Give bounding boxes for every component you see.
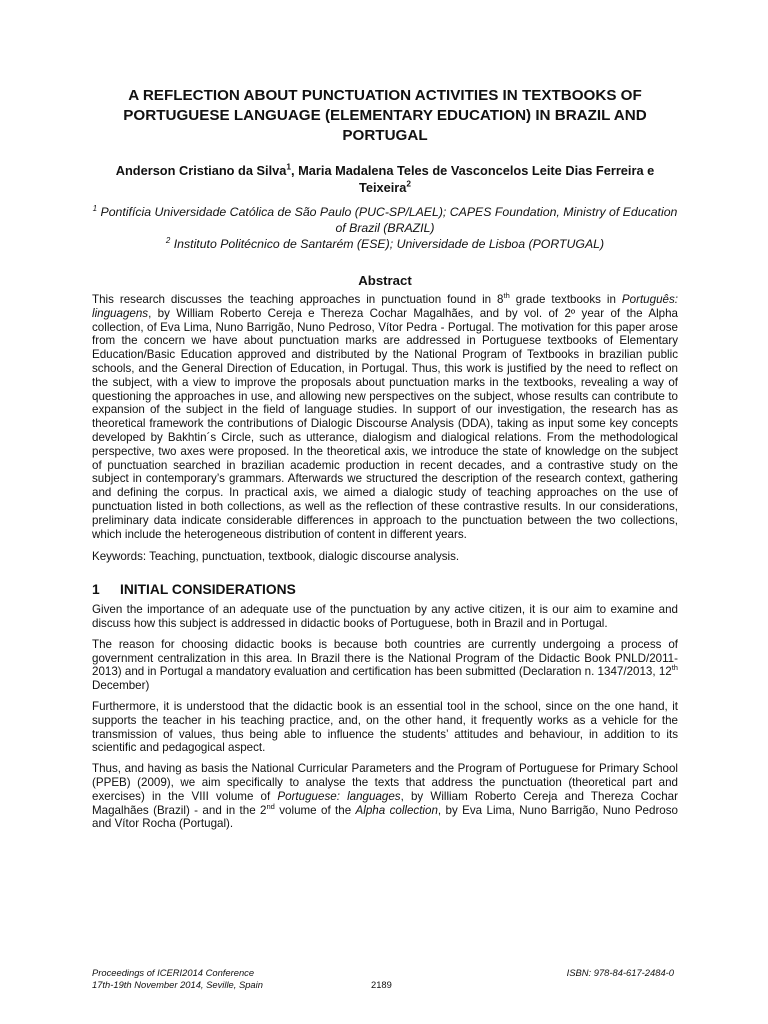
paragraph-text-part: , by William Roberto Cereja and Thereza Cochar Magalhães (Brazil) - and in the 2 (92, 789, 678, 817)
paragraph-text-part: December) (92, 679, 150, 693)
paper-page (92, 86, 678, 838)
body-paragraph (92, 638, 678, 693)
paragraph-text-part: , by Eva Lima, Nuno Barrigão, Nuno Pedroso and Vítor Rocha (Portugal). (92, 803, 679, 831)
page-footer (92, 967, 678, 997)
abstract-body (92, 293, 678, 541)
author-list (92, 162, 678, 196)
book-title: Português: linguagens (92, 293, 678, 320)
author-name: Maria Madalena Teles de Vasconcelos Leite Dias Ferreira e Teixeira (298, 163, 655, 195)
affiliation-text: Pontifícia Universidade Católica de São Paulo (PUC-SP/LAEL); CAPES Foundation, Ministry of Education of Brazil (BRAZIL) (100, 205, 678, 235)
paragraph-text-part: The reason for choosing didactic books is because both countries are currently undergoing a process of government centralization in this area. In Brazil there is the National Program of the Didactic Book PNLD/2011-2013) and in Portugal a mandatory evaluation and certification has been submitted (Declaration n. 1347/2013, 12 (92, 637, 678, 679)
paragraph-text-part: Thus, and having as basis the National Curricular Parameters and the Program of Portuguese for Primary School (PPEB) (2009), we aim specifically to analyse the texts that address the punctuation (theoretical part and exercises) in the VIII volume of (92, 762, 678, 803)
abstract-text-part: grade textbooks in (509, 293, 622, 306)
body-paragraph (92, 762, 678, 831)
section-title: INITIAL CONSIDERATIONS (120, 582, 296, 598)
abstract-text-part: This research discusses the teaching approaches in punctuation found in 8 (92, 293, 504, 306)
author-affiliation-mark: 2 (406, 178, 412, 189)
affiliation-mark: 1 (92, 203, 98, 213)
ordinal-suffix: th (503, 291, 510, 301)
paper-title: A REFLECTION ABOUT PUNCTUATION ACTIVITIES IN TEXTBOOKS OF PORTUGUESE LANGUAGE (ELEMENTARY EDUCATION) IN BRAZIL AND PORTUGAL (123, 87, 647, 144)
section-number: 1 (92, 582, 100, 598)
ordinal-suffix: th (671, 663, 678, 673)
affiliation-line (92, 236, 678, 252)
affiliations (92, 204, 678, 252)
abstract-heading: Abstract (358, 273, 412, 288)
body-paragraph: Furthermore, it is understood that the didactic book is an essential tool in the school, since on the one hand, it supports the teacher in his teaching practice, and, on the other hand, it frequently works as a vehicle for the transmission of values, thus being able to influence the students’ attitudes and behaviour, in addition to its scientific and pedagogical aspect. (92, 699, 678, 755)
footer-proceedings (92, 967, 263, 991)
abstract-text-part: , by William Roberto Cereja e Thereza Cochar Magalhães, and by vol. of 2º year of the Alpha collection, of Eva Lima, Nuno Barrigão, Nuno Pedroso, Vítor Pedra - Portugal. The motivation for this paper arose from the concern we have about punctuation marks are addressed in Portuguese textbooks of Elementary Education/Basic Education approved and distributed by the National Program of Textbooks in brazilian public schools, and the General Direction of Education, in Portugal. Thus, this work is justified by the need to reflect on the subject, with a view to improve the proposals about punctuation marks in the textbooks, revealing a way of questioning the approaches in use, and allowing new perspectives on the subject, whose results can contribute to expansion of the subject in the field of language studies. In support of our investigation, the research has as theoretical framework the contributions of Dialogic Discourse Analysis (DDA), taking as input some key concepts developed by Bakhtin´s Circle, such as utterance, dialogism and dialogical relations. From the methodological perspective, two axes were proposed. In the theoretical axis, we introduce the state of knowledge on the subject of punctuation searched in brazilian academic production in recent decades, and a contrastive study on the subject in contemporary’s grammars. Afterwards we structured the description of the research context, gathering and defining the corpus. In practical axis, we aimed a dialogic study of teaching approaches on the use of punctuation listed in both collections, as well as the reflection of these contrastive results. In our considerations, preliminary data indicate considerable differences in approach to the punctuation between the two collections, which include the heterogeneous distribution of content in different years. (92, 306, 678, 541)
page-number: 2189 (371, 979, 392, 990)
body-paragraph: Given the importance of an adequate use of the punctuation by any active citizen, it is our aim to examine and discuss how this subject is addressed in didactic books of Portuguese, both in Brazil and in Portugal. (92, 603, 678, 630)
keywords: Keywords: Teaching, punctuation, textbook, dialogic discourse analysis. (92, 550, 460, 564)
author-separator: , (291, 163, 299, 178)
section-heading (92, 581, 678, 598)
ordinal-suffix: nd (266, 801, 275, 811)
footer-dates: 17th-19th November 2014, Seville, Spain (92, 979, 263, 990)
affiliation-line (92, 204, 678, 236)
author-affiliation-mark: 1 (286, 161, 292, 172)
footer-conference: Proceedings of ICERI2014 Conference (92, 967, 255, 978)
affiliation-mark: 2 (165, 235, 171, 245)
collection-title: Alpha collection (355, 803, 438, 817)
book-title: Portuguese: languages (277, 789, 401, 803)
footer-isbn: ISBN: 978-84-617-2484-0 (566, 967, 674, 978)
author-name: Anderson Cristiano da Silva (115, 163, 287, 178)
paragraph-text-part: volume of the (274, 803, 356, 817)
affiliation-text: Instituto Politécnico de Santarém (ESE); Universidade de Lisboa (PORTUGAL) (173, 237, 605, 251)
